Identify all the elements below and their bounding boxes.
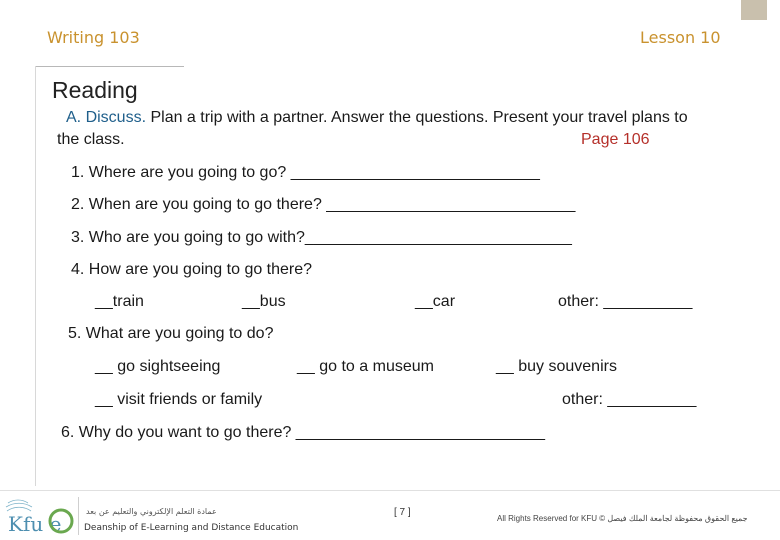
option-visit-friends: __ visit friends or family: [95, 391, 263, 408]
logo-wordmark: Kfu e: [8, 512, 62, 536]
page-number: [ 7 ]: [394, 507, 411, 518]
deanship-arabic: عمادة التعلم الإلكتروني والتعليم عن بعد: [86, 507, 217, 516]
option-bus: __bus: [242, 293, 286, 310]
section-title: Reading: [52, 77, 138, 103]
instructions-line-2: the class.: [57, 131, 125, 148]
instructions-line-1: [66, 109, 688, 127]
question-5: 5. What are you going to do?: [68, 325, 274, 342]
question-1: 1. Where are you going to go? ____________________________: [71, 164, 540, 181]
page-reference: Page 106: [581, 131, 650, 148]
question-4: 4. How are you going to go there?: [71, 261, 313, 278]
option-museum: __ go to a museum: [297, 358, 434, 375]
footer-divider: [78, 497, 79, 535]
instructions-text: Plan a trip with a partner. Answer the questions. Present your travel plans to: [146, 109, 688, 126]
question-3: 3. Who are you going to go with?______________________________: [71, 229, 572, 246]
footer-rule: [0, 490, 780, 491]
lesson-title: Lesson 10: [640, 28, 721, 47]
option-sightseeing: __ go sightseeing: [95, 358, 221, 375]
option-souvenirs: __ buy souvenirs: [496, 358, 617, 375]
option-other-activity: other: __________: [562, 391, 697, 408]
option-train: __train: [95, 293, 144, 310]
option-other-transport: other: __________: [558, 293, 693, 310]
course-title: Writing 103: [47, 28, 140, 47]
header-rule: [35, 66, 184, 67]
deanship-english: Deanship of E-Learning and Distance Education: [84, 523, 299, 533]
question-2: 2. When are you going to go there? ____________________________: [71, 196, 576, 213]
option-car: __car: [415, 293, 456, 310]
corner-accent-bar: [741, 0, 767, 20]
kfu-logo: [4, 497, 74, 537]
question-6: 6. Why do you want to go there? ____________________________: [61, 424, 545, 441]
instructions-label: A. Discuss.: [66, 109, 147, 126]
left-margin-rule: [35, 66, 36, 486]
copyright-notice: All Rights Reserved for KFU © جميع الحقوق محفوظة لجامعة الملك فيصل: [497, 514, 748, 523]
